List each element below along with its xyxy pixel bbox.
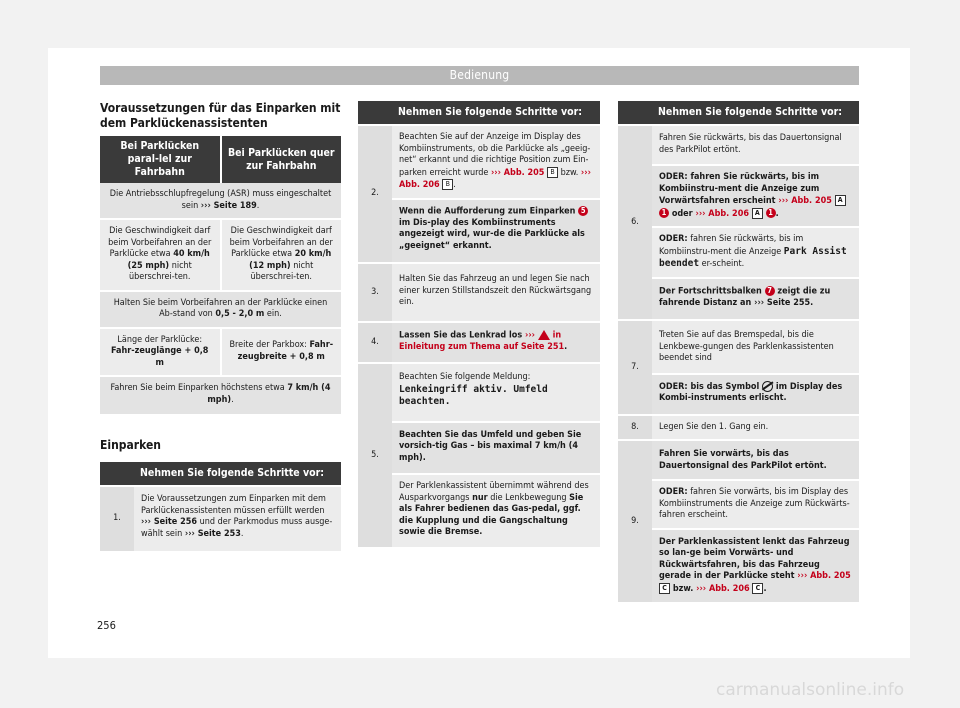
width-text: Breite der Parkbox: [229, 340, 310, 351]
length-text: Länge der Parklücke: [117, 334, 203, 345]
speed-parallel [100, 219, 221, 291]
step-2a-text3: . [453, 180, 456, 190]
step-2b-text: Wenn die Aufforderung zum Einparken [399, 206, 579, 216]
step-number: 7. [618, 320, 652, 415]
step-6d-text2: zeigt die zu fahrende Distanz an [659, 286, 831, 308]
step-9b-text: fahren Sie vorwärts, bis im Display des Kombiinstruments die Anzeige zum Rückwärts-fahren erscheint. [659, 487, 850, 520]
steps-table-1 [100, 462, 341, 551]
left-column [100, 101, 341, 551]
length-row [100, 328, 221, 377]
abb-206-ref[interactable]: ››› Abb. 206 [399, 167, 591, 190]
step-6c [652, 227, 859, 278]
step-7b [652, 374, 859, 415]
step-6a: Fahren Sie rückwärts, bis das Dauertonsignal des ParkPilot ertönt. [652, 125, 859, 165]
message-text: Lenkeingriff aktiv. Umfeld beachten. [399, 383, 548, 407]
steps-table-2 [358, 101, 600, 547]
abb-205-ref[interactable]: ››› Abb. 205 [797, 571, 851, 581]
callout-1: 1 [766, 208, 776, 218]
warning-icon [538, 330, 550, 340]
step-9b [652, 480, 859, 529]
middle-column [358, 101, 600, 547]
step-8: Legen Sie den 1. Gang ein. [652, 415, 859, 441]
step-number: 2. [358, 125, 392, 263]
distance-row [100, 291, 341, 328]
right-column [618, 101, 859, 602]
step-4-ref[interactable]: ››› [525, 330, 538, 340]
oder-label: ODER: [659, 381, 688, 392]
requirements-title: Voraussetzungen für das Einparken mit dem Parklückenassistenten [100, 101, 341, 130]
oder-label: ODER: [659, 172, 688, 182]
figure-label-b: B [547, 167, 558, 178]
step-4-ref2[interactable]: in Einleitung zum Thema auf Seite 251 [399, 330, 565, 352]
step-2a-text: Beachten Sie auf der Anzeige im Display des Kombiinstruments, ob die Parklücke als „geeig-net“ erkannt und die richtige Position zum Ein-parken erreicht wurde [399, 132, 591, 178]
message-text: Park Assist beendet [659, 245, 847, 269]
figure-label-c: C [752, 583, 763, 594]
step-5c-text: Der Parklenkassistent übernimmt während des Ausparkvorgangs [399, 481, 589, 503]
step-number: 9. [618, 440, 652, 602]
speed-perp-text2: nicht überschrei-ten. [250, 260, 314, 282]
requirements-table [100, 136, 341, 414]
abb-206-ref[interactable]: ››› Abb. 206 [695, 208, 749, 219]
step-3: Halten Sie das Fahrzeug an und legen Sie nach einer kurzen Stillstandszeit den Rückwärtsgang ein. [392, 263, 600, 322]
asr-text: Die Antriebsschlupfregelung (ASR) muss eingeschaltet sein [109, 189, 332, 211]
callout-7: 7 [765, 286, 775, 296]
step-6c-text: fahren Sie rückwärts, bis im Kombiinstru-ment die Anzeige [659, 234, 804, 257]
step-6d-text: Der Fortschrittsbalken [659, 286, 765, 296]
distance-value: 0,5 - 2,0 m [215, 309, 265, 319]
callout-1: 1 [659, 208, 669, 218]
watermark: carmanualsonline.info [716, 680, 905, 700]
einparken-heading: Einparken [100, 438, 161, 452]
step-number: 4. [358, 322, 392, 364]
step-number: 6. [618, 125, 652, 320]
max-speed-row [100, 376, 341, 414]
figure-label-c: C [659, 583, 670, 594]
step-6b-text2: oder [669, 208, 696, 219]
speed-perp-text: Die Geschwindigkeit darf beim Vorbeifahren an der Parklücke etwa [229, 226, 333, 259]
steps-table-3 [618, 101, 859, 602]
abb-206-ref[interactable]: ››› Abb. 206 [696, 583, 750, 594]
length-value: Fahr-zeuglänge + 0,8 m [111, 346, 209, 368]
step-2a [392, 125, 600, 199]
figure-label-b: B [442, 179, 453, 190]
step-1-text3: . [240, 528, 244, 539]
abb-205-ref[interactable]: ››› Abb. 205 [778, 196, 832, 206]
steps-header: Nehmen Sie folgende Schritte vor: [134, 462, 341, 486]
step-5b: Beachten Sie das Umfeld und geben Sie vorsich-tig Gas – bis maximal 7 km/h (4 mph). [392, 422, 600, 475]
section-header: Bedienung [100, 66, 859, 85]
step-4-text: Lassen Sie das Lenkrad los [399, 330, 525, 340]
step-5a-text: Beachten Sie folgende Meldung: [399, 372, 531, 382]
step-number: 1. [100, 486, 134, 551]
oder-label: ODER: [659, 234, 688, 244]
step-1-ref2[interactable]: ››› Seite 253 [184, 528, 241, 539]
step-1-ref1[interactable]: ››› Seite 256 [141, 517, 198, 527]
step-6d-text3: . [810, 297, 814, 308]
step-7b-text2: im Display des Kombi-instruments erlischt. [659, 381, 843, 403]
oder-label: ODER: [659, 487, 688, 497]
width-value: Fahr-zeugbreite + 0,8 m [237, 340, 334, 362]
step-5c-bold1: nur [472, 492, 488, 503]
step-number: 3. [358, 263, 392, 322]
distance-text2: ein. [264, 309, 282, 319]
asr-row: Die Antriebsschlupfregelung (ASR) muss eingeschaltet sein ››› Seite 189. [100, 183, 341, 219]
step-1-text2: und der Parkmodus muss ausge-wählt sein [141, 517, 333, 539]
step-9c-text: Der Parklenkassistent lenkt das Fahrzeug so lan-ge beim Vorwärts- und Rückwärtsfahren, bis das Fahrzeug gerade in der Parklücke steht [659, 536, 850, 581]
max-speed-text: Fahren Sie beim Einparken höchstens etwa [110, 383, 288, 393]
step-6d [652, 278, 859, 321]
page-number: 256 [97, 619, 116, 632]
step-2b [392, 199, 600, 264]
max-speed-value: 7 km/h (4 mph) [207, 383, 331, 405]
figure-label-a: A [752, 208, 763, 219]
speed-perp-value: 20 km/h (12 mph) [249, 249, 332, 271]
step-9c-text2: bzw. [670, 583, 697, 594]
step-4-text2: . [564, 341, 568, 352]
step-5a [392, 363, 600, 422]
step-number: 8. [618, 415, 652, 441]
steps-num-header [100, 462, 134, 486]
asr-ref[interactable]: ››› Seite 189 [200, 200, 257, 211]
step-4 [392, 322, 600, 364]
width-row [221, 328, 342, 377]
col-parallel-header: Bei Parklücken paral-lel zur Fahrbahn [100, 136, 221, 183]
col-perpendicular-header: Bei Parklücken quer zur Fahrbahn [221, 136, 342, 183]
speed-perpendicular [221, 219, 342, 291]
step-2b-text2: im Dis-play des Kombiinstruments angezeigt wird, wur-de die Parklücke als „geeignet“ erkannt. [399, 217, 585, 251]
step-9c-text3: . [763, 583, 767, 594]
callout-5: 5 [578, 206, 588, 216]
step-6b-text: fahren Sie rückwärts, bis im Kombiinstru-ment die Anzeige zum Vorwärtsfahren erscheint [659, 172, 820, 206]
speed-parallel-text: Die Geschwindigkeit darf beim Vorbeifahren an der Parklücke etwa [108, 226, 212, 259]
steps-num-header [358, 101, 392, 125]
step-5c-text2: die Lenkbewegung [487, 492, 570, 503]
step-6c-text2: er-scheint. [699, 259, 745, 269]
step-5c [392, 474, 600, 547]
speed-parallel-value: 40 km/h (25 mph) [127, 249, 210, 271]
abb-205-ref[interactable]: ››› Abb. 205 [490, 167, 545, 178]
step-1 [134, 486, 341, 551]
step-5c-bold2: Sie als Fahrer bedienen das Gas-pedal, ggf. die Kupplung und die Gangschaltung sowie die Bremse. [399, 492, 584, 537]
step-7a: Treten Sie auf das Bremspedal, bis die Lenkbewe-gungen des Parklenkassistenten beendet sind [652, 320, 859, 374]
step-6b [652, 165, 859, 227]
step-7b-text: bis das Symbol [687, 381, 763, 392]
steps-num-header [618, 101, 652, 125]
step-9c [652, 529, 859, 603]
step-6d-ref[interactable]: ››› Seite 255 [754, 297, 811, 308]
step-1-text: Die Voraussetzungen zum Einparken mit dem Parklückenassistenten müssen erfüllt werden [141, 494, 326, 516]
max-speed-text2: . [231, 394, 234, 405]
steering-symbol-icon [762, 381, 773, 392]
steps-header: Nehmen Sie folgende Schritte vor: [392, 101, 600, 125]
step-6b-text3: . [775, 208, 779, 219]
speed-parallel-text2: nicht überschrei-ten. [128, 260, 192, 282]
step-9a: Fahren Sie vorwärts, bis das Dauertonsignal des ParkPilot ertönt. [652, 440, 859, 480]
figure-label-a: A [835, 195, 846, 206]
steps-header: Nehmen Sie folgende Schritte vor: [652, 101, 859, 125]
step-number: 5. [358, 363, 392, 547]
distance-text: Halten Sie beim Vorbeifahren an der Parklücke einen Ab-stand von [113, 297, 328, 319]
step-2a-text2: bzw. [558, 167, 581, 178]
